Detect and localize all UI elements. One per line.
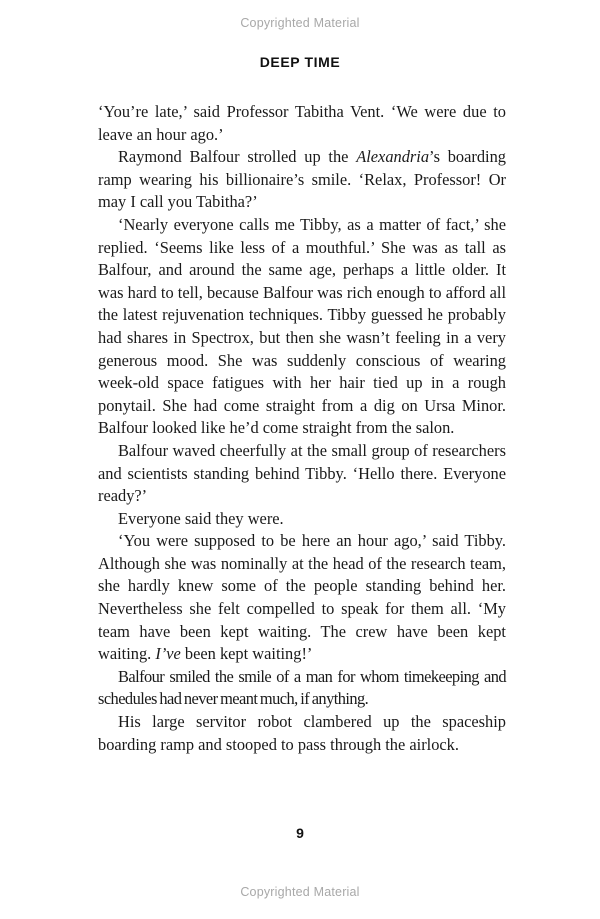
text-run: Everyone said they were.	[118, 508, 284, 528]
text-run: been kept waiting!’	[180, 644, 313, 664]
paragraph	[98, 508, 506, 531]
text-run: Raymond Balfour strolled up the	[118, 147, 357, 167]
watermark-top: Copyrighted Material	[240, 16, 360, 30]
paragraph	[98, 440, 506, 508]
text-run: Balfour smiled the smile of a man for whom timekeeping and schedules had never meant much, if anything.	[98, 666, 506, 709]
text-run: Balfour waved cheerfully at the small group of researchers and scientists standing behind Tibby. ‘Hello there. Everyone ready?’	[98, 440, 506, 506]
paragraph	[98, 666, 506, 711]
page-number: 9	[296, 825, 304, 841]
paragraph	[98, 214, 506, 440]
running-head: DEEP TIME	[259, 54, 341, 70]
text-run: ‘You’re late,’ said Professor Tabitha Vent. ‘We were due to leave an hour ago.’	[98, 102, 506, 144]
paragraph	[98, 101, 506, 146]
text-run: His large servitor robot clambered up the spaceship boarding ramp and stooped to pass through the airlock.	[98, 712, 506, 754]
text-run: ‘You were supposed to be here an hour ago,’ said Tibby. Although she was nominally at the head of the research team, she hardly knew some of the people standing behind her. Nevertheless she felt compelled to speak for them all. ‘My team have been kept waiting. The crew have been kept waiting.	[98, 531, 506, 664]
body-text	[98, 101, 506, 756]
watermark-bottom: Copyrighted Material	[240, 885, 360, 899]
paragraph	[98, 530, 506, 666]
text-run: ‘Nearly everyone calls me Tibby, as a matter of fact,’ she replied. ‘Seems like less of a mouthful.’ She was as tall as Balfour, and around the same age, perhaps a little older. It was hard to tell, because Balfour was rich enough to afford all the latest rejuvenation techniques. Tibby guessed he probably had shares in Spectrox, but then she wasn’t feeling in a very generous mood. She was suddenly conscious of wearing week-old space fatigues with her hair tied up in a rough ponytail. She had come straight from a dig on Ursa Minor. Balfour looked like he’d come straight from the salon.	[98, 214, 506, 438]
italic-text: Alexandria	[356, 147, 430, 167]
text-run: ’s boarding ramp wearing his billionaire’s smile. ‘Relax, Professor! Or may I call you Tabitha?’	[98, 147, 507, 212]
italic-text: I’ve	[155, 644, 181, 664]
paragraph	[98, 711, 506, 756]
paragraph	[98, 146, 506, 214]
